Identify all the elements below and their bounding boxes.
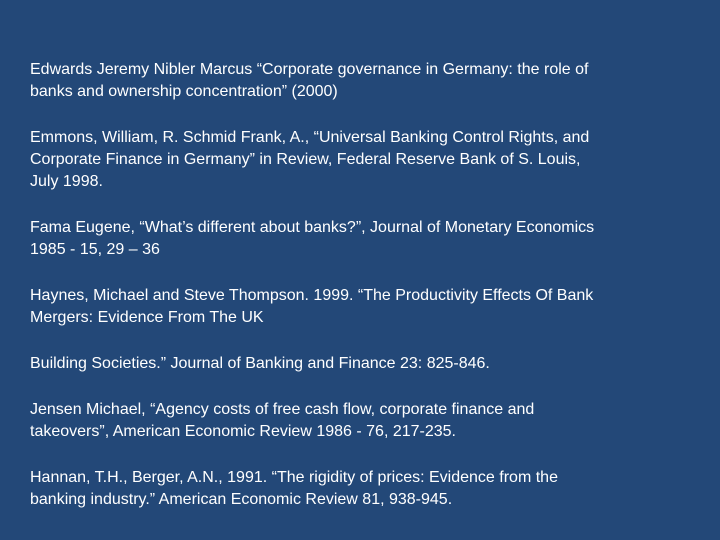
reference-item: Haynes, Michael and Steve Thompson. 1999. “The Productivity Effects Of Bank Mergers: Evidence From The UK [30, 287, 594, 326]
reference-item: Emmons, William, R. Schmid Frank, A., “Universal Banking Control Rights, and Corporate Finance in Germany” in Review, Federal Reserve Bank of S. Louis, July 1998. [30, 129, 590, 190]
reference-item: Fama Eugene, “What’s different about banks?”, Journal of Monetary Economics 1985 - 15, 29 – 36 [30, 219, 595, 258]
reference-item: Building Societies.” Journal of Banking and Finance 23: 825-846. [30, 355, 490, 372]
reference-list [30, 59, 700, 535]
reference-item: Jensen Michael, “Agency costs of free cash flow, corporate finance and takeovers”, American Economic Review 1986 - 76, 217-235. [30, 401, 535, 440]
reference-item: Edwards Jeremy Nibler Marcus “Corporate governance in Germany: the role of banks and ownership concentration” (2000) [30, 61, 589, 100]
reference-item: Hannan, T.H., Berger, A.N., 1991. “The rigidity of prices: Evidence from the banking industry.” American Economic Review 81, 938-945. [30, 469, 558, 508]
